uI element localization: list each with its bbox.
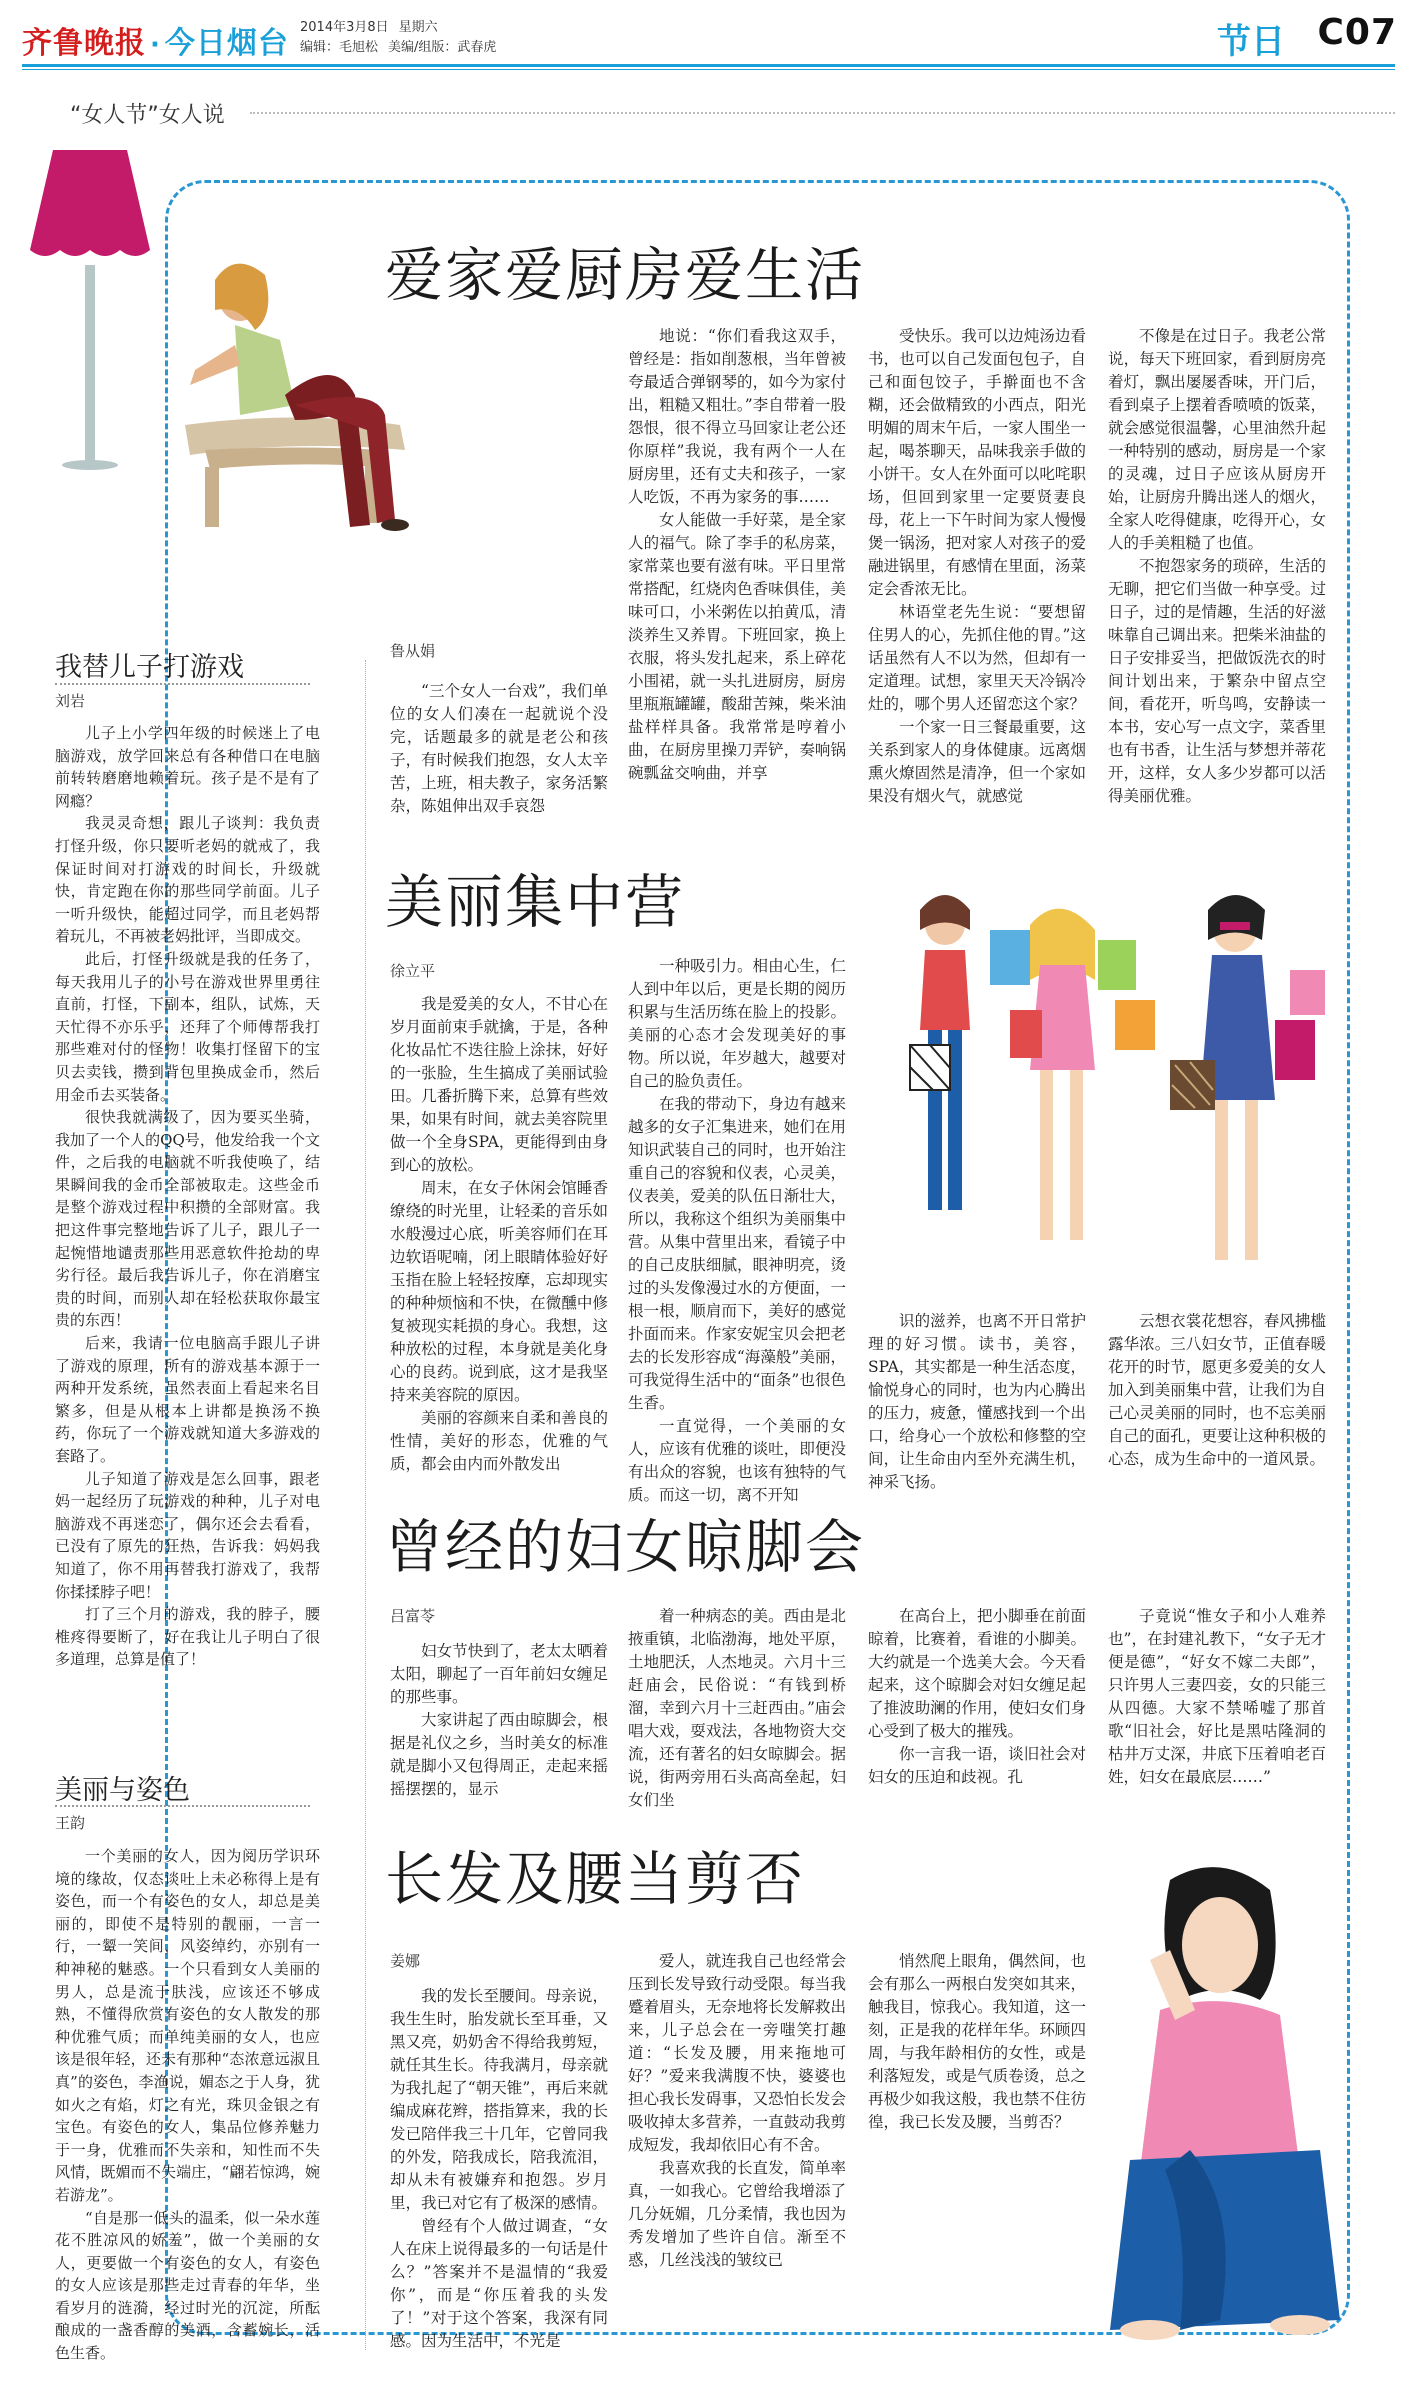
article-1-col-1: [390, 680, 608, 830]
paragraph: 林语堂老先生说：“要想留住男人的心，先抓住他的胃。”这话虽然有人不以为然，但却有一定道理。试想，家里天天冷锅冷灶的，哪个男人还留恋这个家？: [868, 603, 1086, 713]
paragraph: 子竟说“惟女子和小人难养也”，在封建礼教下，“女子无才便是德”，“好女不嫁二夫郎”，只许男人三妻四妾，女的只能三从四德。大家不禁唏嘘了那首歌“旧社会，好比是黑咕隆洞的枯井万丈深，井底下压着咱老百姓，妇女在最底层……”: [1108, 1607, 1326, 1786]
paragraph: 后来，我请一位电脑高手跟儿子讲了游戏的原理，所有的游戏基本源于一两种开发系统，虽然表面上看起来名目繁多，但是从根本上讲都是换汤不换药，你玩了一个游戏就知道大多游戏的套路了。: [55, 1334, 320, 1465]
paragraph: 我是爱美的女人，不甘心在岁月面前束手就擒，于是，各种化妆品忙不迭往脸上涂抹，好好的一张脸，生生搞成了美丽试验田。几番折腾下来，总算有些效果，如果有时间，就去美容院里做一个全身SPA，更能得到由身到心的放松。: [390, 995, 608, 1174]
paragraph: 大家讲起了西由晾脚会，根据是礼仪之乡，当时美女的标准就是脚小又包得周正，走起来摇摇摆摆的，显示: [390, 1711, 608, 1798]
article-2-col-1: [390, 993, 608, 1473]
article-4-author: 姜娜: [390, 1952, 421, 1970]
article-2-col-4: [1108, 1310, 1326, 1468]
article-1-author: 鲁从娟: [390, 642, 436, 660]
sidebar-article-1-rule: [55, 683, 310, 685]
shopping-women-illustration: [890, 870, 1340, 1310]
paragraph: 很快我就满级了，因为要买坐骑，我加了一个人的QQ号，他发给我一个文件，之后我的电脑就不听我使唤了，结果瞬间我的金币全部被取走。这些金币是整个游戏过程中积攒的全部财富。我把这件事完整地告诉了儿子，跟儿子一起惋惜地谴责那些用恶意软件抢劫的卑劣行径。最后我告诉儿子，你在消磨宝贵的时间，而别人却在轻松获取你最宝贵的东西！: [55, 1108, 320, 1330]
paragraph: 女人能做一手好菜，是全家人的福气。除了李手的私房菜，家常菜也要有滋有味。平日里常常搭配，红烧肉色香味俱佳，美味可口，小米粥佐以拍黄瓜，清淡养生又养胃。下班回家，换上衣服，将头发扎起来，系上碎花小围裙，就一头扎进厨房，厨房里瓶瓶罐罐，酸甜苦辣，柴米油盐样样具备。我常常是哼着小曲，在厨房里操刀弄铲，奏响锅碗瓢盆交响曲，并享: [628, 511, 846, 782]
paragraph: 一个家一日三餐最重要，这关系到家人的身体健康。远离烟熏火燎固然是清净，但一个家如果没有烟火气，就感觉: [868, 718, 1086, 805]
paragraph: 悄然爬上眼角，偶然间，也会有那么一两根白发突如其来，触我目，惊我心。我知道，这一刻，正是我的花样年华。环顾四周，与我年龄相仿的女性，或是利落短发，或是气质卷烫，总之再极少如我这般，我也禁不住彷徨，我已长发及腰，当剪否？: [868, 1952, 1086, 2131]
sidebar-article-1-title: 我替儿子打游戏: [55, 652, 244, 683]
article-2-author: 徐立平: [390, 962, 436, 980]
section-name: 今日烟台: [164, 26, 289, 61]
article-4-headline: 长发及腰当剪否: [385, 1845, 806, 1913]
masthead-brand: [22, 18, 289, 62]
sidebar-article-2-rule: [55, 1805, 310, 1807]
article-3-author: 吕富苓: [390, 1607, 436, 1625]
paragraph: 受快乐。我可以边炖汤边看书，也可以自己发面包包子，自己和面包饺子，手擀面也不含糊，还会做精致的小西点，阳光明媚的周末午后，一家人围坐一起，喝茶聊天，品味我亲手做的小饼干。女人在外面可以叱咤职场，但回到家里一定要贤妻良母，花上一下午时间为家人慢慢煲一锅汤，把对家人对孩子的爱融进锅里，有感情在里面，汤菜定会香浓无比。: [868, 327, 1086, 598]
paragraph: 你一言我一语，谈旧社会对妇女的压迫和歧视。孔: [868, 1745, 1086, 1786]
article-4-col-1: [390, 1985, 608, 2350]
paragraph: 此后，打怪升级就是我的任务了，每天我用儿子的小号在游戏世界里勇往直前，打怪，下副本，组队，试炼，天天忙得不亦乐乎，还拜了个师傅帮我打那些难对付的怪物！收集打怪留下的宝贝去卖钱，攒到背包里换成金币，然后用金币去买装备。: [55, 949, 320, 1104]
masthead-dot: ·: [150, 30, 161, 60]
paragraph: 一个美丽的女人，因为阅历学识环境的缘故，仅态谈吐上未必称得上是有姿色，而一个有姿色的女人，却总是美丽的，即使不是特别的靓丽，一言一行，一颦一笑间，风姿绰约，亦别有一种神秘的魅惑。一个只看到女人美丽的男人，总是流于肤浅，应该还不够成熟，不懂得欣赏有姿色的女人散发的那种优雅气质；而单纯美丽的女人，也应该是很年轻，还未有那种“态浓意远淑且真”的姿色，李渔说，媚态之于人身，犹如火之有焰，灯之有光，珠贝金银之有宝色。有姿色的女人，集品位修养魅力于一身，优雅而不失亲和，知性而不失风情，既媚而不失端庄，“翩若惊鸿，婉若游龙”。: [55, 1847, 320, 2204]
sidebar-article-2-author: 王韵: [55, 1814, 86, 1832]
article-4-col-3: [868, 1950, 1086, 2150]
paper-name: 齐鲁晚报: [22, 26, 146, 61]
paragraph: 妇女节快到了，老太太晒着太阳，聊起了一百年前妇女缠足的那些事。: [390, 1642, 608, 1706]
paragraph: 爱人，就连我自己也经常会压到长发导致行动受限。每当我蹙着眉头，无奈地将长发解救出来，儿子总会在一旁嗤笑打趣道：“长发及腰，用来拖地可好？”爱来我满腹不快，婆婆也担心我长发碍事，又恐怕长发会吸收掉太多营养，一直鼓动我剪成短发，我却依旧心有不舍。: [628, 1952, 846, 2154]
article-2-col-3: [868, 1310, 1086, 1491]
thinking-woman-illustration: [1070, 1850, 1360, 2350]
article-3-col-4: [1108, 1605, 1326, 1808]
paragraph: 在高台上，把小脚垂在前面晾着，比赛着，看谁的小脚美。大约就是一个选美大会。今天看起来，这个晾脚会对妇女缠足起了推波助澜的作用，使妇女们身心受到了极大的摧残。: [868, 1607, 1086, 1740]
issue-weekday: 星期六: [398, 20, 438, 35]
article-2-headline: 美丽集中营: [385, 868, 686, 936]
paragraph: 识的滋养，也离不开日常护理的好习惯。读书，美容，SPA，其实都是一种生活态度，愉悦身心的同时，也为内心腾出的压力，疲惫，懂感找到一个出口，给身心一个放松和修整的空间，让生命由内至外充满生机，神采飞扬。: [868, 1312, 1086, 1491]
paragraph: 一直觉得，一个美丽的女人，应该有优雅的谈吐，即便没有出众的容貌，也该有独特的气质。而这一切，离不开知: [628, 1417, 846, 1504]
paragraph: “三个女人一台戏”，我们单位的女人们凑在一起就说个没完，话题最多的就是老公和孩子，有时候我们抱怨，女人太辛苦，上班，相夫教子，家务活繁杂，陈姐伸出双手哀怨: [390, 682, 608, 815]
sidebar-article-2-body: [55, 1845, 320, 2365]
designer-credit: 美编/组版：武春虎: [388, 40, 497, 55]
paragraph: “自是那一低头的温柔，似一朵水莲花不胜凉风的娇羞”，做一个美丽的女人，更要做一个有姿色的女人，有姿色的女人应该是那些走过青春的年华，坐看岁月的涟漪，经过时光的沉淀，所酝酿成的一盏香醇的美酒，含蓄婉长，活色生香。: [55, 2208, 320, 2363]
paragraph: 在我的带动下，身边有越来越多的女子汇集进来，她们在用知识武装自己的同时，也开始注重自己的容貌和仪表，心灵美，仪表美，爱美的队伍日渐壮大，所以，我称这个组织为美丽集中营。从集中营里出来，看镜子中的自己皮肤细腻，眼神明亮，烫过的头发像漫过水的方便面，一根一根，顺肩而下，美好的感觉扑面而来。作家安妮宝贝会把老去的长发形容成“海藻般”美丽，可我觉得生活中的“面条”也很色生香。: [628, 1095, 846, 1412]
header-rule: [22, 64, 1395, 67]
paragraph: 打了三个月的游戏，我的脖子，腰椎疼得要断了，好在我让儿子明白了很多道理，总算是值了！: [55, 1605, 320, 1669]
article-3-col-2: [628, 1605, 846, 1808]
paragraph: 我的发长至腰间。母亲说，我生生时，胎发就长至耳垂，又黑又亮，奶奶舍不得给我剪短，就任其生长。待我满月，母亲就为我扎起了“朝天锥”，再后来就编成麻花辫，搭指算来，我的长发已陪伴我三十几年，它曾同我的外发，陪我成长，陪我流泪，却从未有被嫌弃和抱怨。岁月里，我已对它有了极深的感情。: [390, 1987, 608, 2212]
article-3-col-3: [868, 1605, 1086, 1808]
masthead-meta: [300, 18, 506, 58]
article-1-headline: 爱家爱厨房爱生活: [385, 241, 866, 309]
paragraph: 美丽的容颜来自柔和善良的性情，美好的形态，优雅的气质，都会由内而外散发出: [390, 1409, 608, 1473]
article-4-col-2: [628, 1950, 846, 2330]
article-2-col-2: [628, 955, 846, 1504]
lamp-icon: [15, 140, 165, 470]
editor-credit: 编辑：毛旭松: [300, 40, 379, 55]
paragraph: 曾经有个人做过调查，“女人在床上说得最多的一句话是什么？”答案并不是温情的“我爱你”，而是“你压着我的头发了！”对于这个答案，我深有同感。因为生活中，不光是: [390, 2217, 608, 2350]
sidebar-article-2-title: 美丽与姿色: [55, 1775, 190, 1806]
article-1-col-3: [868, 325, 1086, 830]
sidebar-column-divider: [365, 660, 366, 2350]
header-rule-thin: [22, 69, 1395, 70]
paragraph: 周末，在女子休闲会馆睡香缭绕的时光里，让轻柔的音乐如水般漫过心底，听美容师们在耳边软语呢喃，闭上眼睛体验好好玉指在脸上轻轻按摩，忘却现实的种种烦恼和不快，在微醺中修复被现实耗损的身心。我想，这种放松的过程，本身就是美化身心的良药。说到底，这才是我坚持来美容院的原因。: [390, 1179, 608, 1404]
paragraph: 一种吸引力。相由心生，仁人到中年以后，更是长期的阅历积累与生活历练在脸上的投影。美丽的心态才会发现美好的事物。所以说，年岁越大，越要对自己的脸负责任。: [628, 957, 846, 1090]
paragraph: 地说：“你们看我这双手，曾经是：指如削葱根，当年曾被夸最适合弹钢琴的，如今为家付出，粗糙又粗壮。”李自带着一股怨恨，很不得立马回家让老公还你原样”我说，我有两个一人在厨房里，还有丈夫和孩子，一家人吃饭，不再为家务的事……: [628, 327, 846, 506]
paragraph: 儿子上小学四年级的时候迷上了电脑游戏，放学回来总有各种借口在电脑前转转磨磨地赖着玩。孩子是不是有了网瘾？: [55, 724, 320, 810]
sidebar-article-1-body: [55, 722, 320, 1742]
article-3-headline: 曾经的妇女晾脚会: [385, 1513, 866, 1581]
paragraph: 我灵灵奇想，跟儿子谈判：我负责打怪升级，你只要听老妈的就戒了，我保证时间对打游戏的时间长，升级就快，肯定跑在你的那些同学前面。儿子一听升级快，能超过同学，而且老妈帮着玩儿，不再被老妈批评，当即成交。: [55, 814, 320, 946]
kicker-divider: [250, 112, 1395, 114]
paragraph: 不像是在过日子。我老公常说，每天下班回家，看到厨房亮着灯，飘出屡屡香味，开门后，看到桌子上摆着香喷喷的饭菜，就会感觉很温馨，心里油然升起一种特别的感动，厨房是一个家的灵魂，过日子应该从厨房开始，让厨房升腾出迷人的烟火，全家人吃得健康，吃得开心，女人的手美粗糙了也值。: [1108, 327, 1326, 552]
paragraph: 儿子知道了游戏是怎么回事，跟老妈一起经历了玩游戏的种种，儿子对电脑游戏不再迷恋了，偶尔还会去看看，已没有了原先的狂热，告诉我：妈妈我知道了，你不用再替我打游戏了，我帮你揉揉脖子吧！: [55, 1469, 320, 1601]
section-label-right: 节日: [1217, 22, 1285, 62]
paragraph: 着一种病态的美。西由是北掖重镇，北临渤海，地处平原，土地肥沃，人杰地灵。六月十三赶庙会，民俗说：“有钱到桥溜，幸到六月十三赶西由。”庙会唱大戏，耍戏法，各地物资大交流，还有著名的妇女晾脚会。据说，街两旁用石头高高垒起，妇女们坐: [628, 1607, 846, 1809]
page-number: C07: [1317, 12, 1397, 53]
sidebar-article-1-author: 刘岩: [55, 692, 86, 710]
article-1-col-4: [1108, 325, 1326, 830]
page-kicker: “女人节”女人说: [70, 103, 225, 128]
article-3-col-1: [390, 1640, 608, 1808]
article-1-col-2: [628, 325, 846, 830]
paragraph: 云想衣裳花想容，春风拂槛露华浓。三八妇女节，正值春暖花开的时节，愿更多爱美的女人加入到美丽集中营，让我们为自己心灵美丽的同时，也不忘美丽自己的面孔，更要让这种积极的心态，成为生命中的一道风景。: [1108, 1312, 1326, 1468]
issue-date: 2014年3月8日: [300, 20, 389, 35]
paragraph: 不抱怨家务的琐碎，生活的无聊，把它们当做一种享受。过日子，过的是情趣，生活的好滋味靠自己调出来。把柴米油盐的日子安排妥当，把做饭洗衣的时间计划出来，于繁杂中留点空间，看花开，听鸟鸣，安静读一本书，安心写一点文字，菜香里也有书香，让生活与梦想并蒂花开，这样，女人多少岁都可以活得美丽优雅。: [1108, 557, 1326, 805]
paragraph: 我喜欢我的长直发，简单率真，一如我心。它曾给我增添了几分妩媚，几分柔情，我也因为秀发增加了些许自信。渐至不惑，几丝浅浅的皱纹已: [628, 2159, 846, 2269]
